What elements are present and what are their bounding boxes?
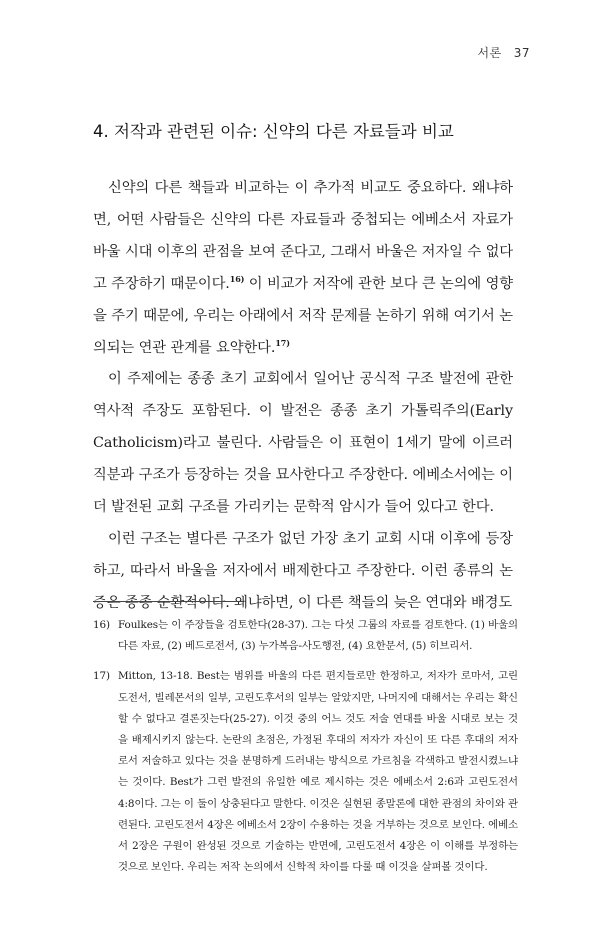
footnote-text: Foulkes는 이 주장들을 검토한다(28-37). 그는 다섯 그룹의 자료를 검토한다. (1) 바울의 다른 자료, (2) 베드로전서, (3) 누가복음-사도행전, (4) 요한문서, (5) 히브리서. [118, 619, 518, 653]
footnote-ref-17: 17) [275, 337, 290, 348]
body-text [93, 173, 513, 620]
running-header [478, 44, 530, 61]
paragraph-1-text-b: 이 비교가 저작에 관한 보다 큰 논의에 영향을 주기 때문에, 우리는 아래에서 저작 문제를 논하기 위해 여기서 논의되는 연관 관계를 요약한다. [93, 275, 513, 356]
footnote-divider [93, 601, 243, 602]
page-number: 37 [513, 46, 530, 60]
footnote-number: 16) [93, 619, 110, 631]
footnote-16 [93, 615, 518, 657]
footnote-17 [93, 666, 518, 878]
paragraph-3: 이런 구조는 별다른 구조가 없던 가장 초기 교회 시대 이후에 등장하고, 따라서 바울을 저자에서 배제한다고 주장한다. 이런 종류의 논증은 종종 순환적이다. 왜냐하면, 이 다른 책들의 늦은 연대와 배경도 [93, 530, 513, 611]
footnote-number: 17) [93, 670, 110, 683]
running-header-section: 서론 [477, 46, 502, 60]
section-title: 4. 저작과 관련된 이슈: 신약의 다른 자료들과 비교 [93, 122, 454, 141]
paragraph-1 [93, 173, 513, 364]
paragraph-2: 이 주제에는 종종 초기 교회에서 일어난 공식적 구조 발전에 관한 역사적 주장도 포함된다. 이 발전은 종종 초기 가톨릭주의(Early Catholicism)라고 불린다. 사람들은 이 표현이 1세기 말에 이르러 직분과 구조가 등장하는 것을 묘사한다고 주장한다. 에베소서에는 이 더 발전된 교회 구조를 가리키는 문학적 암시가 들어 있다고 한다. [93, 371, 513, 516]
footnote-ref-16: 16) [229, 273, 245, 284]
footnotes [93, 615, 518, 887]
paragraph-1-text-a: 신약의 다른 책들과 비교하는 이 추가적 비교도 중요하다. 왜냐하면, 어떤 사람들은 신약의 다른 자료들과 중첩되는 에베소서 자료가 바울 시대 이후의 관점을 보여 준다고, 그래서 바울은 저자일 수 없다고 주장하기 때문이다. [93, 180, 513, 292]
footnote-text: Mitton, 13-18. Best는 범위를 바울의 다른 편지들로만 한정하고, 저자가 로마서, 고린도전서, 빌레몬서의 일부, 고린도후서의 일부는 알았지만, 나머지에 대해서는 우리는 확신할 수 없다고 결론짓는다(25-27). 이것 중의 어느 것도 저술 연대를 바울 시대로 보는 것을 배제시키지 않는다. 논란의 초점은, 가정된 후대의 저자가 자신이 또 다른 후대의 저자로서 저술하고 있다는 것을 분명하게 드러내는 방식으로 가르침을 각색하고 발전시켰느냐는 것이다. Best가 그런 발전의 유일한 예로 제시하는 것은 에베소서 2:6과 고린도전서 4:8이다. 그는 이 둘이 상충된다고 말한다. 이것은 실현된 종말론에 대한 관점의 차이와 관련된다. 고린도전서 4장은 에베소서 2장이 수용하는 것을 거부하는 것으로 보인다. 에베소서 2장은 구원이 완성된 것으로 기술하는 반면에, 고린도전서 4장은 이 이해를 부정하는 것으로 보인다. 우리는 저작 논의에서 신학적 차이를 다룰 때 이것을 살펴볼 것이다. [118, 670, 518, 874]
